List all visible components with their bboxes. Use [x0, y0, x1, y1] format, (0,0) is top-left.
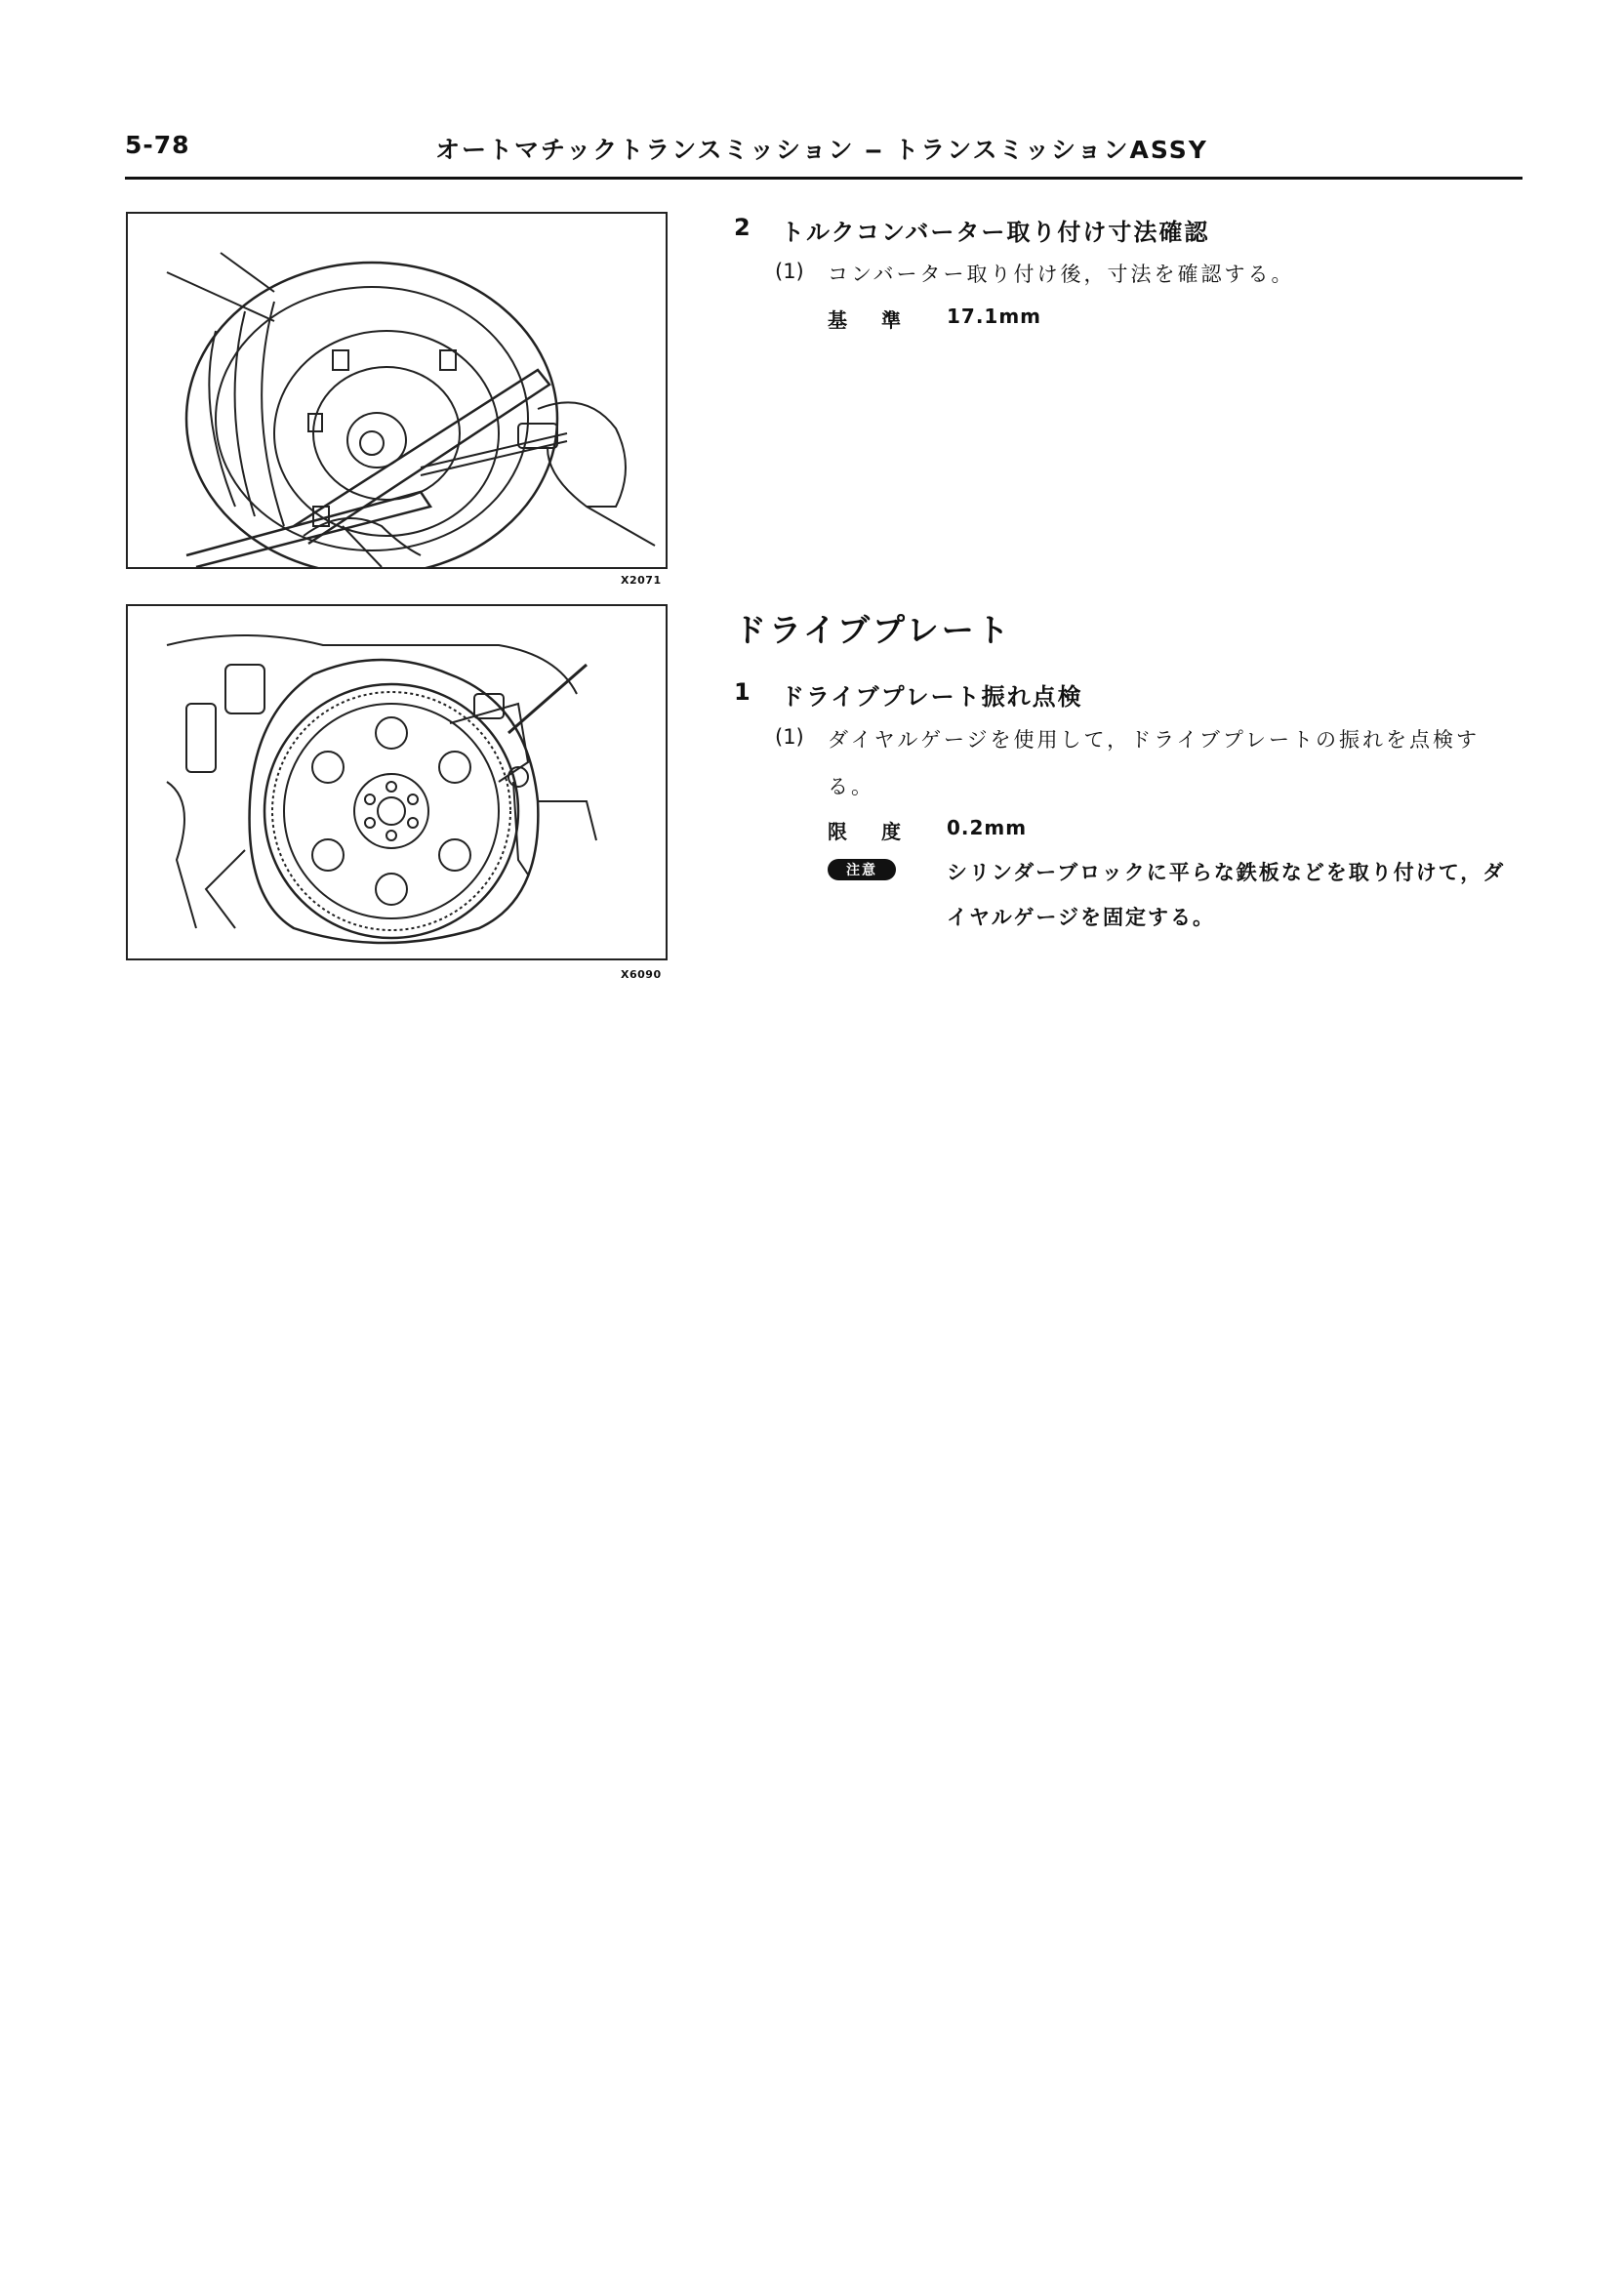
header-rule [125, 177, 1522, 180]
sub-step-text-line2: る。 [828, 775, 874, 798]
page-header-title: オートマチックトランスミッション ‒ トランスミッションASSY [435, 136, 1208, 164]
drive-plate-runout-illustration [128, 606, 666, 958]
figure-code-2: X6090 [621, 968, 662, 981]
limit-value: 0.2mm [947, 816, 1028, 839]
torque-converter-measurement-illustration [128, 214, 666, 567]
step-title: トルクコンバーター取り付け寸法確認 [781, 219, 1210, 246]
limit-label: 限 度 [828, 820, 914, 843]
caution-text-line2: イヤルゲージを固定する。 [947, 906, 1215, 929]
sub-step-number: (1) [775, 260, 804, 283]
section-heading: ドライブプレート [734, 611, 1012, 649]
caution-text-line1: シリンダーブロックに平らな鉄板などを取り付けて，ダ [947, 861, 1506, 884]
figure-drive-plate [126, 604, 668, 960]
spec-label: 基 準 [828, 308, 914, 332]
figure-torque-converter [126, 212, 668, 569]
step-number: 1 [734, 678, 751, 706]
sub-step-number: (1) [775, 725, 804, 749]
step-title: ドライブプレート振れ点検 [781, 683, 1083, 711]
sub-step-text-line1: ダイヤルゲージを使用して，ドライブプレートの振れを点検す [828, 728, 1481, 752]
page-number: 5-78 [125, 131, 190, 159]
spec-value: 17.1mm [947, 305, 1042, 328]
sub-step-text: コンバーター取り付け後，寸法を確認する。 [828, 263, 1295, 286]
caution-badge: 注意 [828, 859, 896, 880]
step-number: 2 [734, 214, 751, 241]
figure-code-1: X2071 [621, 574, 662, 587]
